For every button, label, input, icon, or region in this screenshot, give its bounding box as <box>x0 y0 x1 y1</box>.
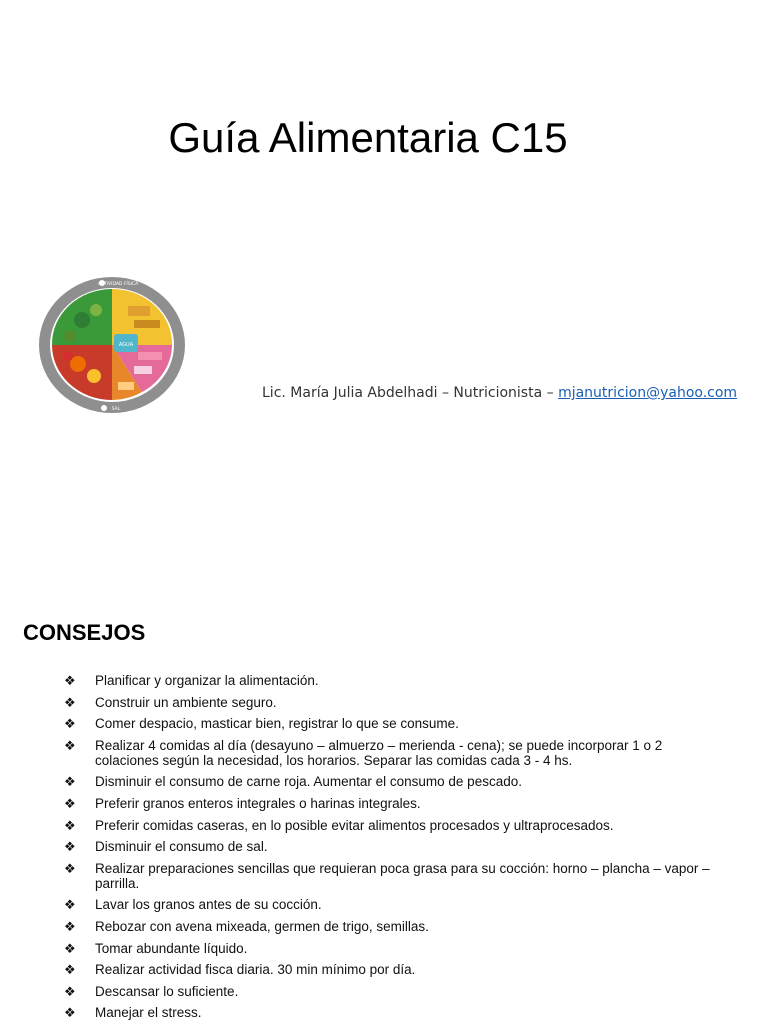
consejo-text: Preferir granos enteros integrales o harinas integrales. <box>95 795 421 811</box>
consejos-heading: CONSEJOS <box>23 620 146 645</box>
plate-top-label: ACTIVIDAD FÍSICA <box>97 282 139 287</box>
consejo-item <box>64 695 714 710</box>
consejo-item <box>64 962 714 977</box>
page-title: Guía Alimentaria C15 <box>168 114 568 161</box>
diamond-bullet-icon: ❖ <box>64 860 76 876</box>
consejo-text: Lavar los granos antes de su cocción. <box>95 897 322 913</box>
plate-center-label: AGUA <box>118 342 134 348</box>
consejo-text: Realizar actividad fisca diaria. 30 min mínimo por día. <box>95 962 416 978</box>
diamond-bullet-icon: ❖ <box>64 897 76 913</box>
consejo-text: Disminuir el consumo de sal. <box>95 839 268 855</box>
diamond-bullet-icon: ❖ <box>64 673 76 688</box>
diamond-bullet-icon: ❖ <box>64 774 76 790</box>
diamond-bullet-icon: ❖ <box>64 983 76 999</box>
consejo-text: Manejar el stress. <box>95 1005 202 1021</box>
diamond-bullet-icon: ❖ <box>64 940 76 956</box>
diamond-bullet-icon: ❖ <box>64 817 76 833</box>
consejo-item <box>64 941 714 956</box>
plate-bottom-label: SAL <box>111 407 121 412</box>
consejo-text: Disminuir el consumo de carne roja. Aumentar el consumo de pescado. <box>95 774 522 790</box>
consejo-item <box>64 1005 714 1020</box>
consejo-item <box>64 738 714 768</box>
consejo-text: Descansar lo suficiente. <box>95 983 239 999</box>
consejo-text: Comer despacio, masticar bien, registrar lo que se consume. <box>95 716 459 732</box>
author-byline <box>262 384 737 402</box>
consejo-text: Rebozar con avena mixeada, germen de trigo, semillas. <box>95 918 429 934</box>
diamond-bullet-icon: ❖ <box>64 694 76 710</box>
food-plate-image <box>38 276 186 414</box>
diamond-bullet-icon: ❖ <box>64 716 76 732</box>
diamond-bullet-icon: ❖ <box>64 839 76 855</box>
consejo-item <box>64 796 714 811</box>
consejo-item <box>64 861 714 891</box>
diamond-bullet-icon: ❖ <box>64 795 76 811</box>
consejo-item <box>64 818 714 833</box>
consejo-item <box>64 774 714 789</box>
consejo-text: Realizar 4 comidas al día (desayuno – almuerzo – merienda - cena); se puede incorporar 1 o 2 colaciones según la necesidad, los horarios. Separar las comidas cada 3 - 4 hs. <box>95 737 663 768</box>
consejo-text: Realizar preparaciones sencillas que requieran poca grasa para su cocción: horno – plancha – vapor – parrilla. <box>95 860 710 891</box>
consejo-text: Planificar y organizar la alimentación. <box>95 673 319 688</box>
diamond-bullet-icon: ❖ <box>64 918 76 934</box>
author-text: Lic. María Julia Abdelhadi – Nutricionista – <box>262 385 559 401</box>
consejo-item <box>64 919 714 934</box>
diamond-bullet-icon: ❖ <box>64 737 76 753</box>
consejo-item <box>64 673 714 688</box>
consejos-list <box>64 673 714 1027</box>
consejo-text: Preferir comidas caseras, en lo posible evitar alimentos procesados y ultraprocesados. <box>95 817 614 833</box>
diamond-bullet-icon: ❖ <box>64 962 76 978</box>
consejo-item <box>64 839 714 854</box>
consejo-item <box>64 984 714 999</box>
consejo-item <box>64 716 714 731</box>
consejo-text: Construir un ambiente seguro. <box>95 694 277 710</box>
consejo-item <box>64 897 714 912</box>
diamond-bullet-icon: ❖ <box>64 1005 76 1021</box>
email-link[interactable]: mjanutricion@yahoo.com <box>558 385 738 401</box>
consejo-text: Tomar abundante líquido. <box>95 940 248 956</box>
